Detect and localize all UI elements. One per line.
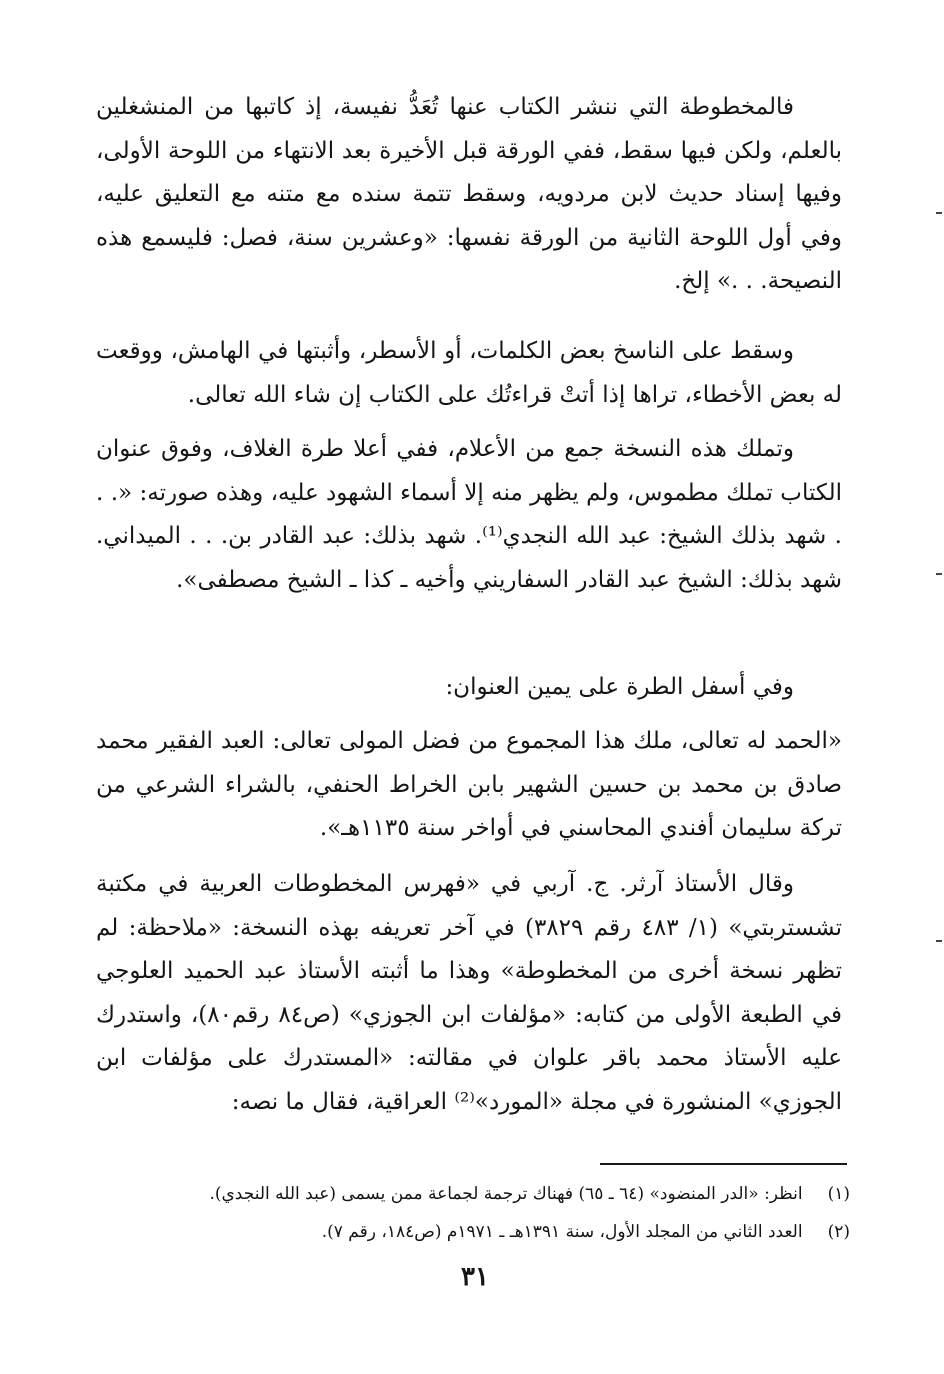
paragraph-title-page-note: وفي أسفل الطرة على يمين العنوان: — [445, 674, 794, 700]
margin-mark — [936, 212, 942, 214]
paragraph-copyist-omissions: وسقط على الناسخ بعض الكلمات، أو الأسطر، وأثبتها في الهامش، ووقعت له بعض الأخطاء، تراها إذا أتتْ قراءتُك على الكتاب إن شاء الله تعالى. — [96, 338, 842, 408]
footnote-text: العدد الثاني من المجلد الأول، سنة ١٣٩١هـ ـ ١٩٧١م (ص١٨٤، رقم ٧). — [321, 1222, 803, 1242]
footnote-2 — [120, 1213, 850, 1251]
footnote-text: انظر: «الدر المنضود» (٦٤ ـ ٦٥) فهناك ترجمة لجماعة ممن يسمى (عبد الله النجدي). — [209, 1184, 803, 1204]
footnotes — [120, 1175, 850, 1251]
page-number: ٣١ — [461, 1262, 489, 1292]
margin-mark — [936, 940, 942, 942]
paragraph-manuscript-description: فالمخطوطة التي ننشر الكتاب عنها تُعَدُّ نفيسة، إذ كاتبها من المنشغلين بالعلم، ولكن فيها سقط، ففي الورقة قبل الأخيرة بعد الانتهاء من اللوحة الأولى، وفيها إسناد حديث لابن مردويه، وسقط تتمة سنده مع متنه مع التعليق عليه، وفي أول اللوحة الثانية من الورقة نفسها: «وعشرين سنة، فصل: فليسمع هذه النصيحة. . .» إلخ. — [96, 94, 842, 294]
paragraph-ownership-notes: وتملك هذه النسخة جمع من الأعلام، ففي أعلا طرة الغلاف، وفوق عنوان الكتاب تملك مطموس، ولم يظهر منه إلا أسماء الشهود عليه، وهذه صورته: «. . . شهد بذلك الشيخ: عبد الله النجدي⁽¹⁾. شهد بذلك: عبد القادر بن. . . الميداني. شهد بذلك: الشيخ عبد القادر السفاريني وأخيه ـ كذا ـ الشيخ مصطفى». — [96, 436, 842, 593]
footnote-number: (٢) — [827, 1222, 850, 1242]
footnote-number: (١) — [827, 1184, 850, 1204]
margin-mark — [936, 573, 942, 575]
paragraph-ownership-quote: «الحمد له تعالى، ملك هذا المجموع من فضل المولى تعالى: العبد الفقير محمد صادق بن محمد بن حسين الشهير بابن الخراط الحنفي، بالشراء الشرعي من تركة سليمان أفندي المحاسني في أواخر سنة ١١٣٥هـ». — [96, 728, 842, 841]
paragraph-catalogue-reference: وقال الأستاذ آرثر. ج. آربي في «فهرس المخطوطات العربية في مكتبة تشستربتي» (١/ ٤٨٣ رقم ٣٨٢٩) في آخر تعريفه بهذه النسخة: «ملاحظة: لم تظهر نسخة أخرى من المخطوطة» وهذا ما أثبته الأستاذ عبد الحميد العلوجي في الطبعة الأولى من كتابه: «مؤلفات ابن الجوزي» (ص٨٤ رقم٨٠)، واستدرك عليه الأستاذ محمد باقر علوان في مقالته: «المستدرك على مؤلفات ابن الجوزي» المنشورة في مجلة «المورد»⁽²⁾ العراقية، فقال ما نصه: — [96, 871, 843, 1115]
footnote-separator — [600, 1163, 847, 1165]
footnote-1 — [120, 1175, 850, 1213]
